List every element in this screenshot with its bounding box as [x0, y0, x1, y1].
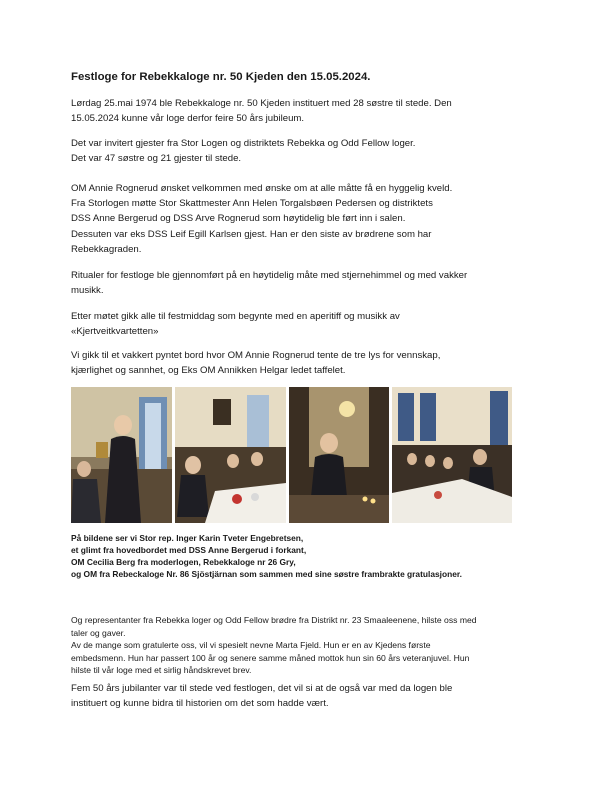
text-line: Lørdag 25.mai 1974 ble Rebekkaloge nr. 50 Kjeden instituert med 28 søstre til stede. Den	[71, 98, 452, 109]
paragraph-jubilarians	[71, 681, 452, 711]
paragraph-guests	[71, 136, 551, 166]
text-line: taler og gaver.	[71, 627, 126, 638]
caption-line: OM Cecilia Berg fra moderlogen, Rebekkaloge nr 26 Gry,	[71, 557, 296, 568]
text-line: musikk.	[71, 285, 104, 297]
photo-caption	[71, 532, 462, 580]
text-line: instituert og kunne bidra til historien om det som hadde vært.	[71, 698, 329, 710]
text-line: Etter møtet gikk alle til festmiddag som begynte med en aperitiff og musikk av	[71, 311, 400, 322]
text-line: hilste til vår loge med et sirlig håndskrevet brev.	[71, 665, 252, 676]
text-line: kjærlighet og sannhet, og Eks OM Annikken Helgar ledet taffelet.	[71, 365, 346, 377]
text-line: Det var invitert gjester fra Stor Logen og distriktets Rebekka og Odd Fellow loger.	[71, 138, 416, 149]
photo-speaker-candles	[289, 387, 389, 523]
text-line: «Kjertveitkvartetten»	[71, 326, 159, 338]
text-line: Og representanter fra Rebekka loger og Odd Fellow brødre fra Distrikt nr. 23 Smaaleenene, hilste oss med	[71, 615, 477, 625]
caption-line: og OM fra Rebeckaloge Nr. 86 Sjöstjärnan som sammen med sine søstre frambrakte gratulasjoner.	[71, 569, 462, 580]
text-line: Fra Storlogen møtte Stor Skattmester Ann Helen Torgalsbøen Pedersen og distriktets	[71, 198, 433, 210]
paragraph-welcome	[71, 181, 551, 257]
text-line: 15.05.2024 kunne vår loge derfor feire 50 års jubileum.	[71, 113, 305, 125]
caption-line: På bildene ser vi Stor rep. Inger Karin Tveter Engebretsen,	[71, 533, 304, 543]
photo-speaker-podium	[71, 387, 172, 523]
text-line: OM Annie Rognerud ønsket velkommen med ønske om at alle måtte få en hyggelig kveld.	[71, 183, 453, 194]
photo-long-table	[392, 387, 512, 523]
paragraph-dinner	[71, 309, 551, 339]
document-title: Festloge for Rebekkaloge nr. 50 Kjeden den 15.05.2024.	[71, 71, 371, 83]
text-line: Ritualer for festloge ble gjennomført på en høytidelig måte med stjernehimmel og med vakker	[71, 270, 468, 281]
text-line: DSS Anne Bergerud og DSS Arve Rognerud som høytidelig ble ført inn i salen.	[71, 213, 406, 225]
text-line: Fem 50 års jubilanter var til stede ved festlogen, det vil si at de også var med da logen ble	[71, 683, 453, 694]
text-line: Rebekkagraden.	[71, 243, 142, 255]
paragraph-greetings	[71, 614, 477, 677]
paragraph-rituals	[71, 268, 551, 298]
photo-main-table	[175, 387, 286, 523]
text-line: Vi gikk til et vakkert pyntet bord hvor OM Annie Rognerud tente de tre lys for vennskap,	[71, 350, 441, 361]
paragraph-founding	[71, 96, 551, 126]
text-line: embedsmenn. Hun har passert 100 år og senere samme måned mottok hun sin 60 års veteranjuvel. Hun	[71, 652, 470, 663]
text-line: Det var 47 søstre og 21 gjester til stede.	[71, 153, 242, 165]
paragraph-table	[71, 348, 551, 378]
caption-line: et glimt fra hovedbordet med DSS Anne Bergerud i forkant,	[71, 545, 307, 556]
text-line: Av de mange som gratulerte oss, vil vi spesielt nevne Marta Fjeld. Hun er en av Kjedens første	[71, 640, 431, 651]
text-line: Dessuten var eks DSS Leif Egill Karlsen gjest. Han er den siste av brødrene som har	[71, 228, 432, 240]
